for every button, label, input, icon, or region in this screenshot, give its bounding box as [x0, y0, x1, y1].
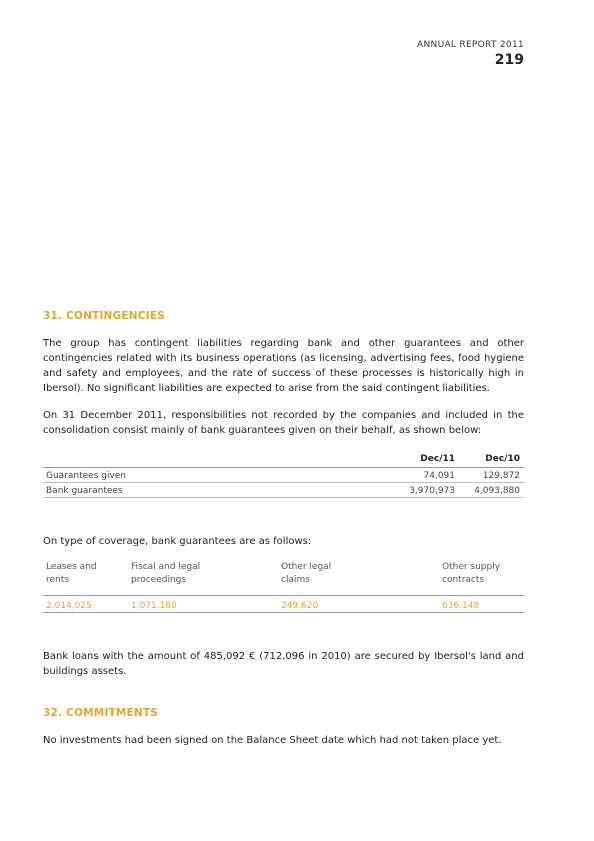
value-other-legal: 249,620 — [278, 596, 439, 613]
table-row — [43, 483, 524, 498]
table-row — [43, 596, 524, 613]
value-other-supply: 636,148 — [439, 596, 524, 613]
header-line: contracts — [442, 575, 485, 585]
header-line: rents — [46, 575, 69, 585]
coverage-header-leases — [43, 561, 128, 596]
paragraph-contingent-liabilities: The group has contingent liabilities regarding bank and other guarantees and other contingencies related with its business operations (as licensing, advertising fees, food hygiene and safety and employees, and the rate of success of these processes is historically high in Ibersol). No significant liabilities are expected to arise from the said contingent liabilities. — [43, 338, 524, 394]
coverage-header-other-legal — [278, 561, 439, 596]
paragraph-bank-loans: Bank loans with the amount of 485,092 € (712,096 in 2010) are secured by Ibersol's land and buildings assets. — [43, 651, 524, 677]
page-content — [43, 310, 524, 748]
paragraph-commitments: No investments had been signed on the Balance Sheet date which had not taken place yet. — [43, 735, 502, 746]
guarantees-header-dec10: Dec/10 — [459, 454, 524, 468]
header-line: Other legal — [281, 562, 332, 572]
value-dec10: 129,872 — [459, 468, 524, 483]
header-line: proceedings — [131, 575, 187, 585]
row-label: Guarantees given — [43, 468, 384, 483]
header-line: Fiscal and legal — [131, 562, 201, 572]
coverage-header-row — [43, 561, 524, 596]
value-dec11: 74,091 — [384, 468, 459, 483]
value-fiscal: 1,071,180 — [128, 596, 278, 613]
coverage-header-other-supply — [439, 561, 524, 596]
coverage-header-fiscal — [128, 561, 278, 596]
page-number: 219 — [494, 52, 524, 68]
report-title: ANNUAL REPORT 2011 — [417, 40, 524, 50]
table-row — [43, 468, 524, 483]
guarantees-header-dec11: Dec/11 — [384, 454, 459, 468]
value-dec10: 4,093,880 — [459, 483, 524, 498]
guarantees-table — [43, 454, 524, 498]
header-line: Leases and — [46, 562, 97, 572]
header-line: claims — [281, 575, 310, 585]
coverage-table — [43, 561, 524, 613]
section-title-commitments: 32. COMMITMENTS — [43, 707, 158, 719]
section-title-contingencies: 31. CONTINGENCIES — [43, 310, 165, 322]
value-dec11: 3,970,973 — [384, 483, 459, 498]
header-line: Other supply — [442, 562, 501, 572]
row-label: Bank guarantees — [43, 483, 384, 498]
paragraph-coverage-intro: On type of coverage, bank guarantees are as follows: — [43, 536, 312, 547]
page-header — [417, 40, 524, 68]
guarantees-header-row — [43, 454, 524, 468]
guarantees-header-blank — [43, 454, 384, 468]
value-leases: 2,014,025 — [43, 596, 128, 613]
paragraph-responsibilities: On 31 December 2011, responsibilities not recorded by the companies and included in the consolidation consist mainly of bank guarantees given on their behalf, as shown below: — [43, 410, 524, 436]
